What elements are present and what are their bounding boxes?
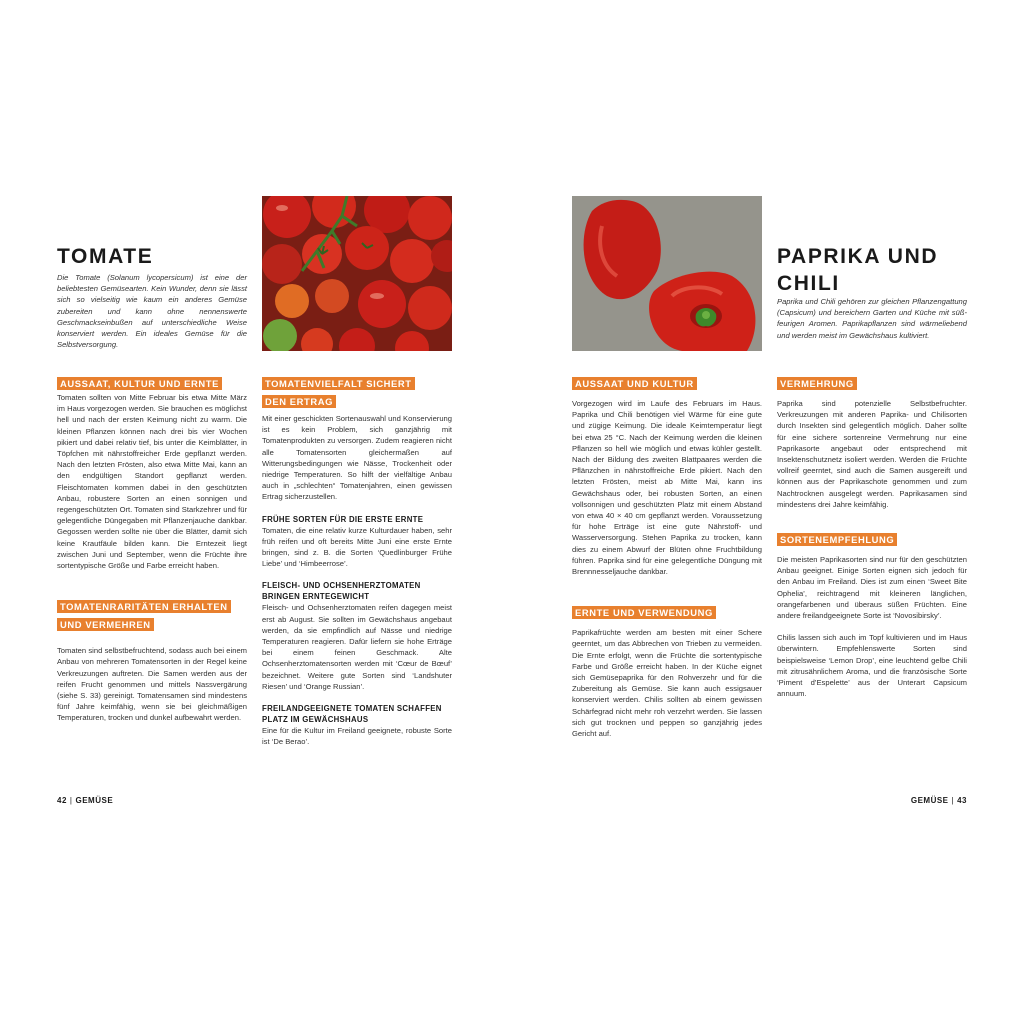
subheading: FRÜHE SORTEN FÜR DIE ERSTE ERNTE <box>262 514 424 524</box>
section-name: GEMÜSE <box>75 796 114 805</box>
pepper-photo-icon <box>572 196 762 351</box>
subheading: FREILANDGEEIGNETE TOMATEN SCHAFFEN PLATZ IM GEWÄCHSHAUS <box>262 704 442 725</box>
left-column-2 <box>262 374 452 747</box>
tomato-photo <box>262 196 452 351</box>
section-heading: ERNTE UND VERWENDUNG <box>572 606 716 619</box>
right-column-1 <box>572 374 762 739</box>
section-name: GEMÜSE <box>910 796 949 805</box>
subheading: FLEISCH- UND OCHSENHERZTOMATEN BRINGEN ERNTEGEWICHT <box>262 581 421 602</box>
body-text: Tomaten sind selbstbefruchtend, sodass auch bei einem Anbau von mehreren Tomatensorten in der Regel keine Verkreuzungen auftreten. Die Samen werden aus der reifen Frucht genommen und mittels Nassvergärung (siehe S. 33) gereinigt. Tomatensamen sind mindestens fünf Jahre keimfähig, wenn sie bei gleichmäßigen Temperaturen, trocken und dunkel aufbewahrt werden. <box>57 646 247 723</box>
body-text: Tomaten sollten von Mitte Februar bis etwa Mitte März im Haus vorgezogen werden. Sie brauchen es möglichst hell und nach der ersten Keimung nicht zu warm. Die kleinen Pflanzen können nach drei bis vier Wochen pikiert und dabei relativ tief, bis unter die Keimblätter, in Töpfchen mit nährstoffreicher Erde gepflanzt werden. Nach den letzten Frösten, also etwa Mitte Mai, kann an den endgültigen Standort gepflanzt werden. Fleischtomaten kommen dabei in den geschützten Anbau, robustere Sorten an einen sonnigen und regengeschützten Ort. Tomaten sind Starkzehrer und für gelegentliche Düngegaben mit Pflanzenjauche dankbar. Gegossen werden sollte nie über die Blätter, damit sich keine Krautfäule bilden kann. Die Erntezeit liegt zwischen Juni und September, wenn die Früchte ihre sortentypische Größe und Farbe erreicht haben. <box>57 393 247 571</box>
body-text: Fleisch- und Ochsenherztomaten reifen dagegen meist erst ab August. Sie sollten im Gewächshaus angebaut werden, da sie empfindlich auf Nässe und niedrige Temperaturen reagieren. Dafür liefern sie hohe Erträge bei einem feinen Geschmack. Alte Ochsenherztomatensorten werden mit ‘Cœur de Bœuf’ bezeichnet. Weitere gute Sorten sind ‘Landshuter Riesen’ und ‘Orange Russian’. <box>262 603 452 691</box>
body-text: Mit einer geschickten Sortenauswahl und Konservierung ist es kein Problem, sich ganzjährig mit Tomatenprodukten zu versorgen. Zudem reagieren nicht alle Tomatensorten gleichermaßen auf Witterungsbedingungen wie Nässe, Trockenheit oder niedrige Temperaturen. So hilft der vielfältige Anbau auch in „schlechten“ Tomatenjahren, einen gewissen Ertrag sicherzustellen. <box>262 414 452 502</box>
body-text: Vorgezogen wird im Laufe des Februars im Haus. Paprika und Chili benötigen viel Wärme für eine gute und zügige Keimung. Die ideale Keimtemperatur liegt bei etwa 25 °C. Nach der Keimung werden die kleinen Pflanzen so hell wie möglich und etwas kühler gestellt. Nach der Bildung des zweiten Blattpaares werden die Pflänzchen in nährstoffreiche Erde pikiert. Nach den letzten Frösten, meist ab Mitte Mai, kann ins Gewächshaus oder, bei robusten Sorten, an einen vollsonnigen und geschützten Platz mit einem Abstand von etwa 40 × 40 cm gepflanzt werden. Voraussetzung für hohe Erträge ist eine gute Nährstoff- und Wasserversorgung. Stehen Paprika zu trocken, kann dies zu einem Abwurf der Blüten ohne Fruchtbildung führen. Paprika sind für eine gelegentliche Düngung mit Brennnesseljauche dankbar. <box>572 399 762 577</box>
page-number: 42 <box>57 796 67 805</box>
body-text: Paprika sind potenzielle Selbstbefruchter. Verkreuzungen mit anderen Paprika- und Chilisorten durch Insekten sind gelegentlich möglich. Daher sollte für eine sichere sortenreine Vermehrung nur eine Paprikasorte angebaut oder entsprechend mit Insektenschutznetz isoliert werden. Werden die Früchte vollreif geerntet, sind auch die Samen ausgereift und können aus der Paprikaschote genommen und zum Nachtrocknen ausgelegt werden. Paprikasamen sind mindestens drei Jahre keimfähig. <box>777 399 967 509</box>
body-text: Paprikafrüchte werden am besten mit einer Schere geerntet, um das Abbrechen von Trieben zu vermeiden. Die Ernte erfolgt, wenn die Früchte die sortentypische Farbe und Größe erreicht haben. In der Küche eignet sich Gemüsepaprika für den Rohverzehr und für die Zubereitung als Gemüse. Sie kann auch essigsauer konserviert werden. Chilis sollten ab einem gewissen Schärfegrad nicht mehr roh verzehrt werden. Sie lassen sich gut trocknen und peppen so ganzjährig jedes Gericht auf. <box>572 628 762 739</box>
intro-text: Die Tomate (Solanum lycopersicum) ist eine der beliebtesten Gemüsearten. Kein Wunder, denn sie lässt sich so vielseitig wie kaum ein anderes Gemüse zubereiten und kann ohne nennenswerte Geschmackseinbußen auf unterschiedliche Weise konserviert werden. Ein ideales Gemüse für die Selbstversorgung. <box>57 273 247 350</box>
page-title: PAPRIKA UND CHILI <box>777 245 939 295</box>
body-text: Eine für die Kultur im Freiland geeignete, robuste Sorte ist ‘De Berao’. <box>262 726 452 747</box>
section-heading: TOMATENVIELFALT SICHERT DEN ERTRAG <box>262 377 415 408</box>
section-heading: SORTENEMPFEHLUNG <box>777 533 897 546</box>
pepper-photo <box>572 196 762 351</box>
body-text: Chilis lassen sich auch im Topf kultivieren und im Haus überwintern. Empfehlenswerte Sorten sind beispielsweise ‘Lemon Drop’, eine leuchtend gelbe Chili mit zitrusähnlichem Aroma, und die französische Sorte ‘Piment d’Espelette’ aus der Unterart Capsicum annuum. <box>777 633 967 699</box>
body-text: Tomaten, die eine relativ kurze Kulturdauer haben, sehr früh reifen und oft bereits Mitte Juni eine erste Ernte bringen, sind z. B. die Sorten ‘Quedlinburger Frühe Liebe’ und ‘Himbeerrose’. <box>262 525 452 569</box>
page-footer <box>911 796 967 805</box>
right-column-2 <box>777 374 967 699</box>
page-footer <box>57 796 113 805</box>
intro-text: Paprika und Chili gehören zur gleichen Pflanzengattung (Capsicum) und bereichern Garten und Küche mit süß-feurigen Aromen. Paprikapflanzen sind wärmeliebend und werden meist im Gewächshaus kultiviert. <box>777 297 967 340</box>
section-heading: VERMEHRUNG <box>777 377 857 390</box>
left-column-1 <box>57 374 247 724</box>
section-heading: AUSSAAT UND KULTUR <box>572 377 697 390</box>
footer-separator: | <box>69 796 73 805</box>
right-page <box>512 0 1024 1024</box>
section-heading: AUSSAAT, KULTUR UND ERNTE <box>57 377 222 390</box>
tomato-photo-icon <box>262 196 452 351</box>
page-number: 43 <box>957 796 967 805</box>
section-heading: TOMATENRARITÄTEN ERHALTEN UND VERMEHREN <box>57 600 231 631</box>
footer-separator: | <box>951 796 955 805</box>
body-text: Die meisten Paprikasorten sind nur für den geschützten Anbau geeignet. Einige Sorten eignen sich jedoch für den Anbau im Freiland. Dies ist zum einen ‘Sweet Bite Ophelia’, reichtragend mit kleineren länglichen, orangefarbenen und überaus süßen Früchten. Eine andere freilandgeeignete Sorte ist ‘Novosibirsky’. <box>777 555 967 621</box>
page-title: TOMATE <box>57 245 154 268</box>
